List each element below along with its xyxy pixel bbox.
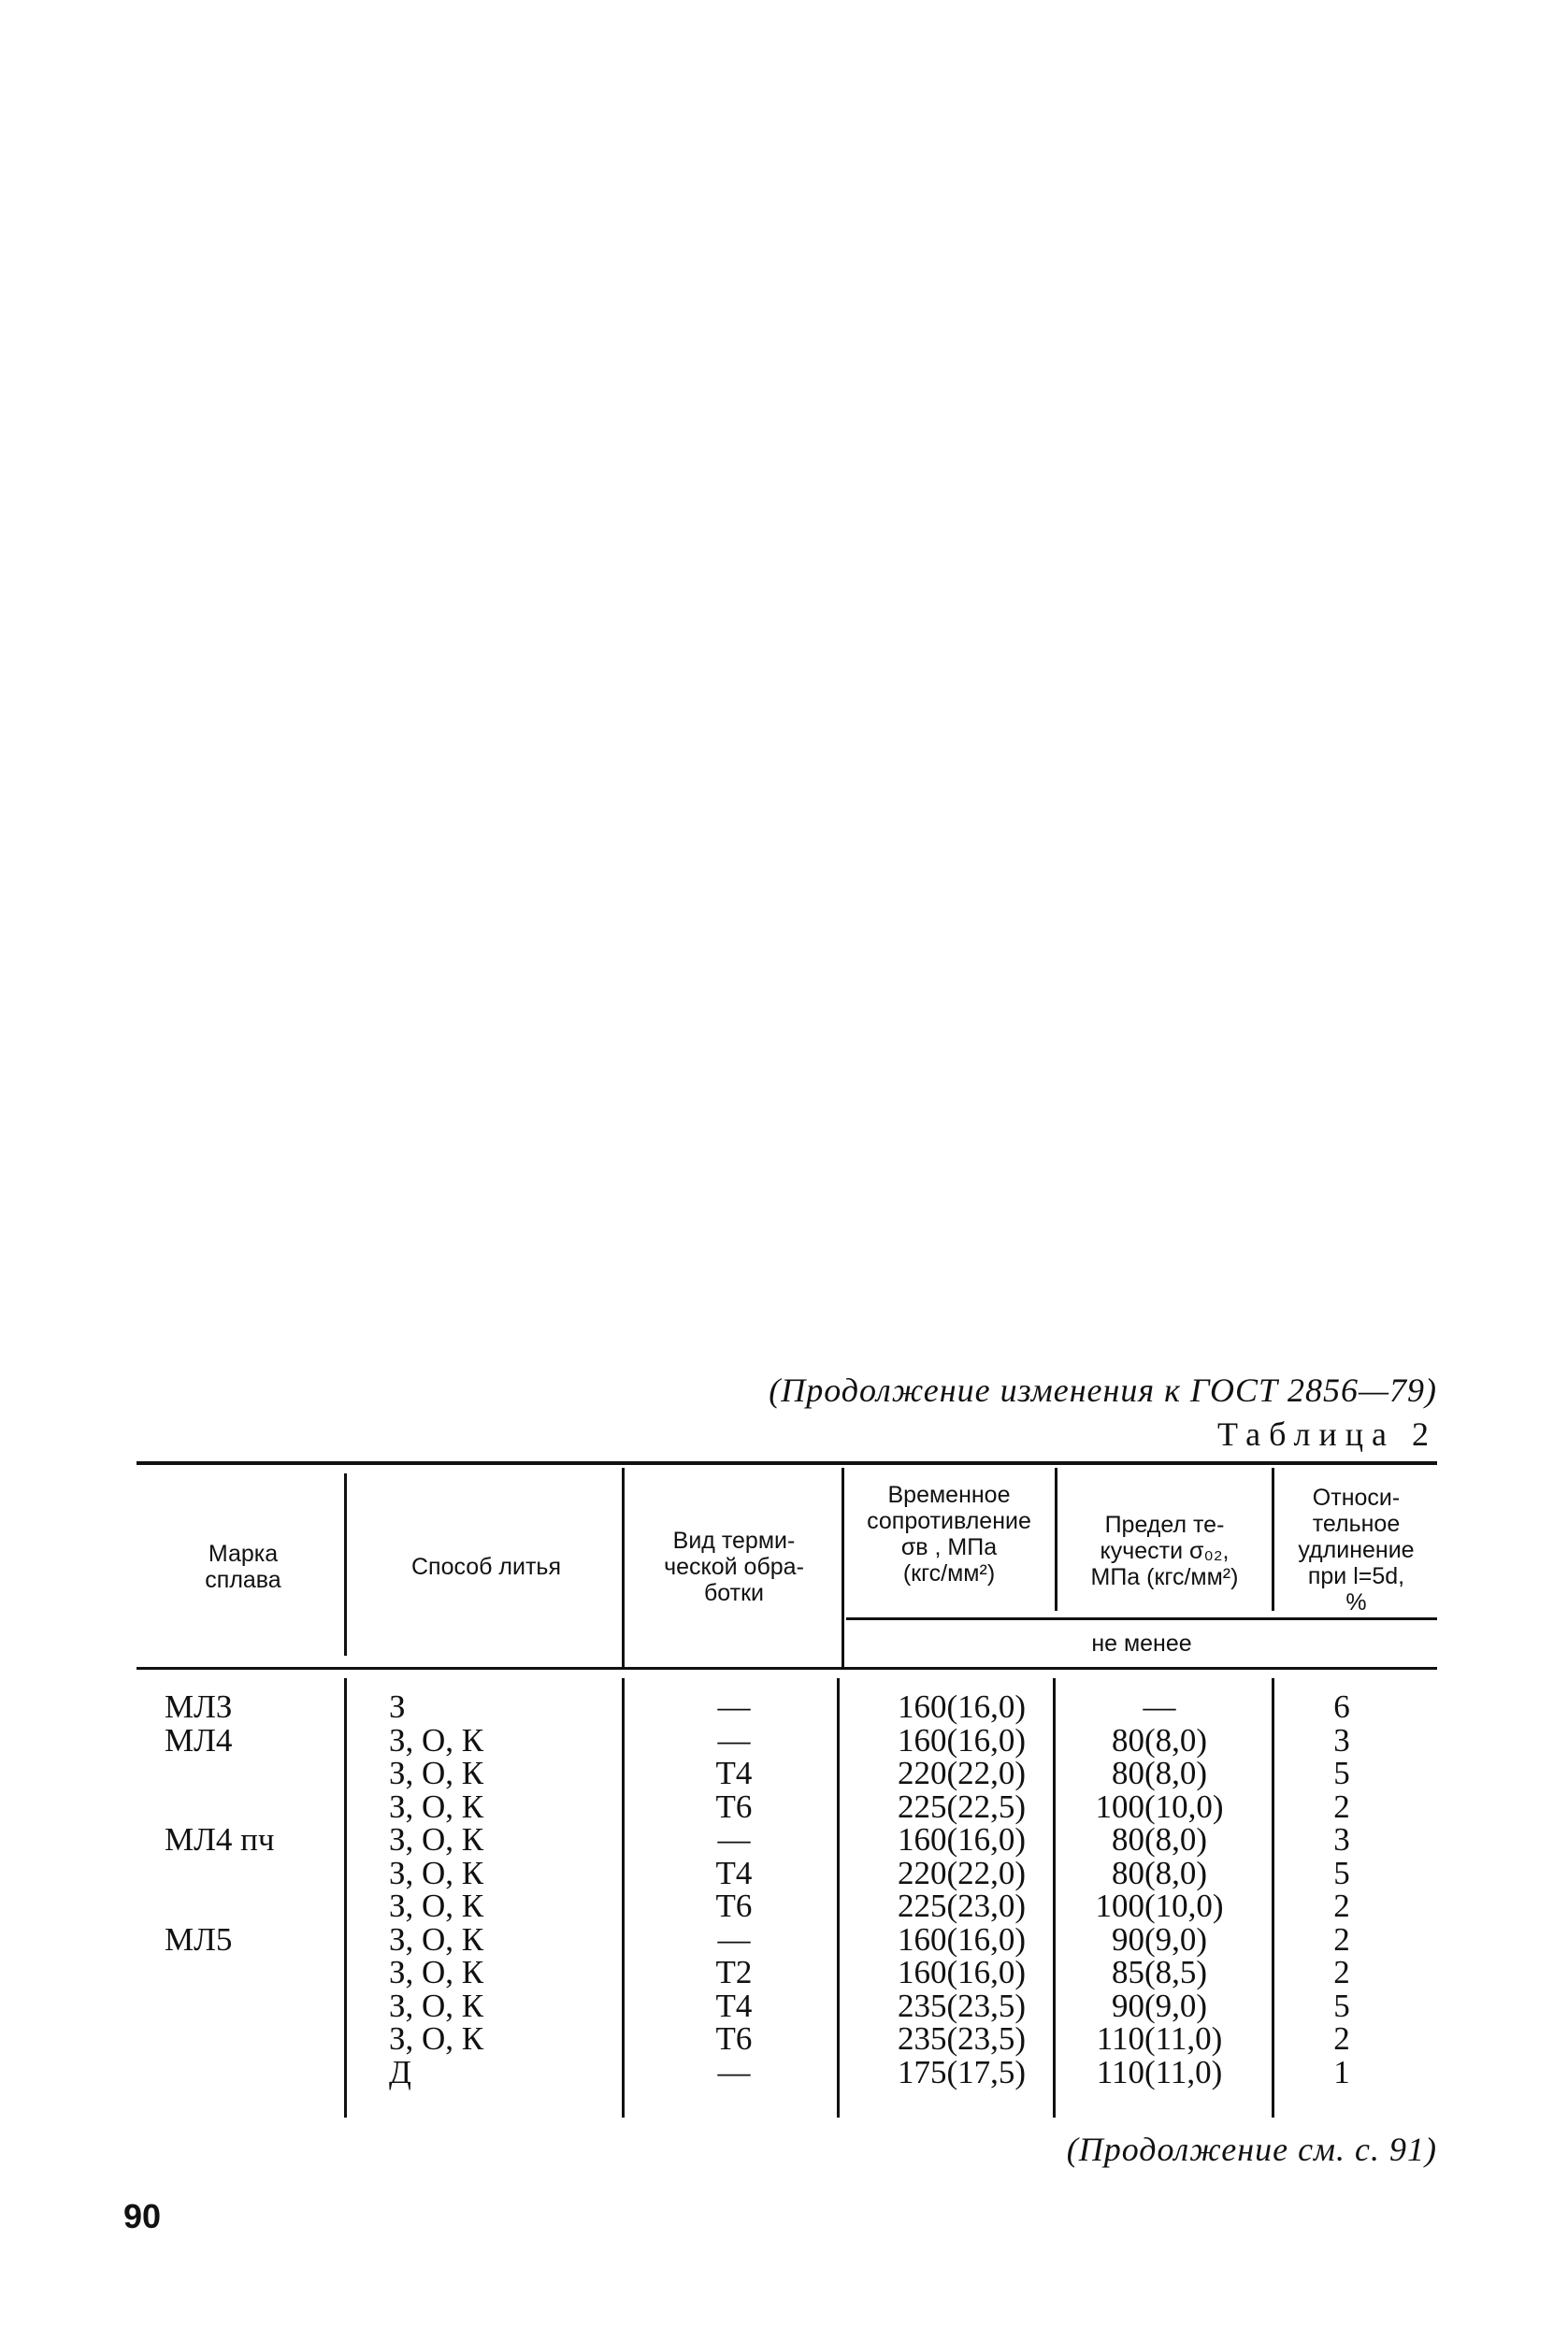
row-heat-treatment: —: [717, 1722, 751, 1759]
header-bottom-rule: [137, 1667, 1437, 1670]
row-yield-strength: —: [1143, 1688, 1176, 1725]
row-heat-treatment: —: [717, 1921, 751, 1958]
continuation-note: (Продолжение см. с. 91): [1066, 2131, 1437, 2168]
row-elongation: 3: [1333, 1722, 1350, 1759]
table-top-rule: [137, 1461, 1437, 1465]
row-tensile-strength: 160(16,0): [897, 1821, 1026, 1858]
row-elongation: 5: [1333, 1855, 1350, 1891]
row-yield-strength: 80(8,0): [1111, 1821, 1208, 1858]
row-yield-strength: 80(8,0): [1111, 1722, 1208, 1759]
row-yield-strength: 100(10,0): [1095, 1788, 1224, 1825]
header-elongation: Относи- тельное удлинение при l=5d, %: [1298, 1485, 1415, 1616]
row-elongation: 6: [1333, 1688, 1350, 1725]
row-yield-strength: 80(8,0): [1111, 1855, 1208, 1891]
row-yield-strength: 110(11,0): [1096, 2020, 1223, 2057]
page-header: (Продолжение изменения к ГОСТ 2856—79): [769, 1372, 1437, 1409]
row-yield-strength: 90(9,0): [1111, 1988, 1208, 2024]
row-yield-strength: 100(10,0): [1095, 1888, 1224, 1924]
row-heat-treatment: Т6: [715, 1888, 753, 1924]
row-tensile-strength: 235(23,5): [897, 1988, 1026, 2024]
row-grade: МЛ4 пч: [165, 1821, 275, 1858]
row-heat-treatment: Т4: [715, 1755, 753, 1791]
body-divider-1: [344, 1678, 347, 2118]
row-casting-method: З, О, К: [389, 1788, 484, 1825]
header-yield: Предел те- кучести σ₀₂, МПа (кгс/мм²): [1090, 1512, 1239, 1590]
row-tensile-strength: 160(16,0): [897, 1954, 1026, 1990]
row-heat-treatment: Т6: [715, 2020, 753, 2057]
row-tensile-strength: 160(16,0): [897, 1688, 1026, 1725]
row-elongation: 3: [1333, 1821, 1350, 1858]
row-casting-method: З, О, К: [389, 1855, 484, 1891]
header-method: Способ литья: [410, 1554, 561, 1580]
row-elongation: 5: [1333, 1755, 1350, 1791]
row-heat-treatment: —: [717, 1688, 751, 1725]
row-grade: МЛ4: [165, 1722, 233, 1759]
row-casting-method: З: [389, 1688, 406, 1725]
header-tensile: Временное сопротивление σв , МПа (кгс/мм²): [867, 1482, 1031, 1587]
row-heat-treatment: Т4: [715, 1988, 753, 2024]
row-heat-treatment: —: [717, 1821, 751, 1858]
row-elongation: 2: [1333, 2020, 1350, 2057]
col-divider-3: [842, 1468, 844, 1669]
row-heat-treatment: Т2: [715, 1954, 753, 1990]
row-yield-strength: 85(8,5): [1111, 1954, 1208, 1990]
row-tensile-strength: 220(22,0): [897, 1855, 1026, 1891]
row-tensile-strength: 160(16,0): [897, 1722, 1026, 1759]
body-divider-3: [837, 1678, 840, 2118]
header-group-label: не менее: [1091, 1630, 1192, 1657]
col-divider-1: [344, 1473, 347, 1656]
row-casting-method: З, О, К: [389, 1821, 484, 1858]
body-divider-2: [622, 1678, 625, 2118]
row-tensile-strength: 225(23,0): [897, 1888, 1026, 1924]
row-casting-method: З, О, К: [389, 1888, 484, 1924]
row-yield-strength: 110(11,0): [1096, 2054, 1223, 2090]
row-casting-method: З, О, К: [389, 1722, 484, 1759]
row-elongation: 5: [1333, 1988, 1350, 2024]
row-casting-method: З, О, К: [389, 1954, 484, 1990]
row-elongation: 2: [1333, 1954, 1350, 1990]
row-heat-treatment: —: [717, 2054, 751, 2090]
row-heat-treatment: Т6: [715, 1788, 753, 1825]
col-divider-4: [1055, 1468, 1057, 1611]
col-divider-2: [622, 1468, 625, 1669]
row-casting-method: З, О, К: [389, 2020, 484, 2057]
row-grade: МЛ5: [165, 1921, 233, 1958]
row-tensile-strength: 220(22,0): [897, 1755, 1026, 1791]
body-divider-4: [1053, 1678, 1056, 2118]
row-casting-method: З, О, К: [389, 1988, 484, 2024]
row-tensile-strength: 235(23,5): [897, 2020, 1026, 2057]
header-grade: Марка сплава: [205, 1541, 281, 1593]
header-sub-rule: [846, 1617, 1437, 1620]
header-treatment: Вид терми- ческой обра- ботки: [664, 1528, 804, 1606]
row-yield-strength: 90(9,0): [1111, 1921, 1208, 1958]
row-elongation: 2: [1333, 1788, 1350, 1825]
row-casting-method: Д: [389, 2054, 411, 2090]
row-elongation: 2: [1333, 1921, 1350, 1958]
row-yield-strength: 80(8,0): [1111, 1755, 1208, 1791]
row-grade: МЛЗ: [165, 1688, 233, 1725]
row-heat-treatment: Т4: [715, 1855, 753, 1891]
row-casting-method: З, О, К: [389, 1755, 484, 1791]
row-tensile-strength: 175(17,5): [897, 2054, 1026, 2090]
table-title: Таблица 2: [1217, 1415, 1437, 1453]
row-casting-method: З, О, К: [389, 1921, 484, 1958]
body-divider-5: [1272, 1678, 1274, 2118]
row-tensile-strength: 225(22,5): [897, 1788, 1026, 1825]
row-elongation: 1: [1333, 2054, 1350, 2090]
row-elongation: 2: [1333, 1888, 1350, 1924]
row-tensile-strength: 160(16,0): [897, 1921, 1026, 1958]
page-number: 90: [123, 2197, 162, 2235]
